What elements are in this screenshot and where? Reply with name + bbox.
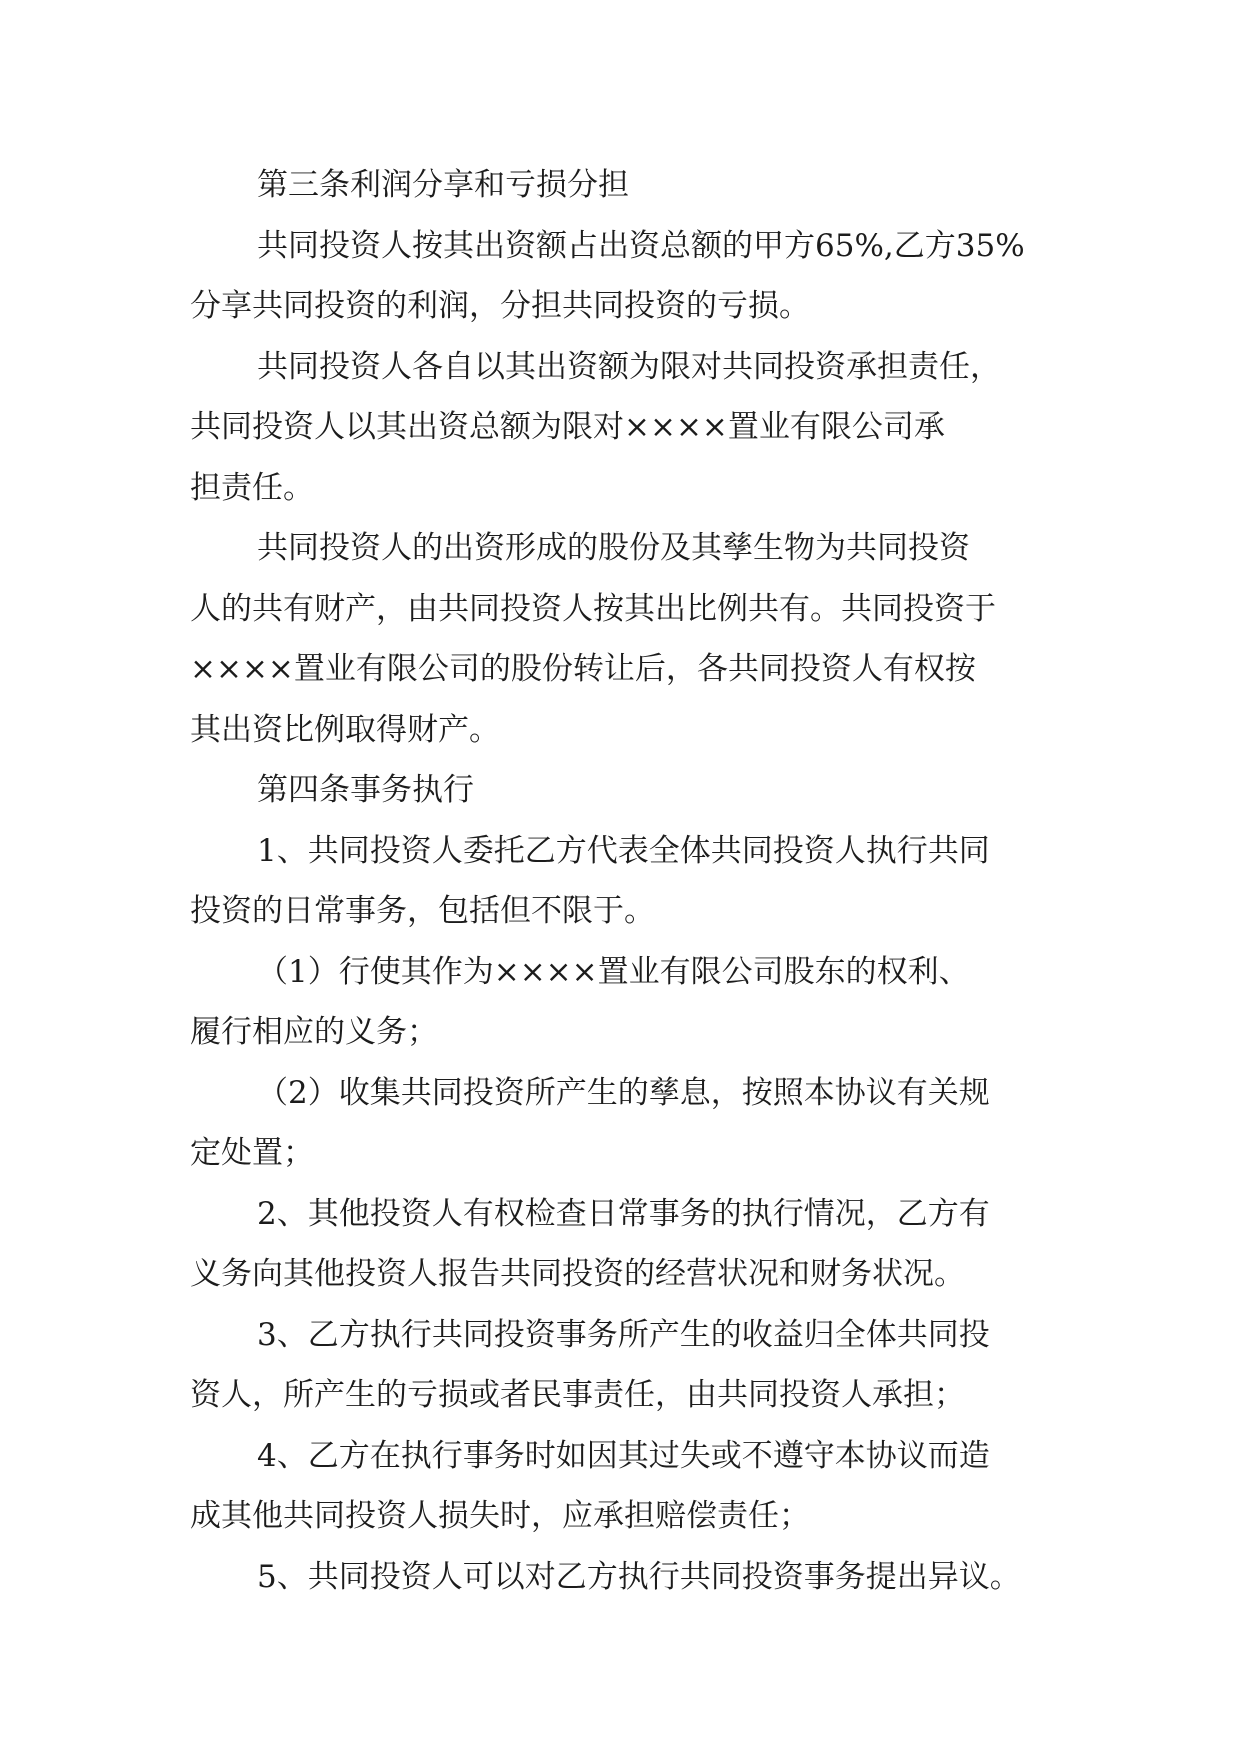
paragraph-line: （1）行使其作为××××置业有限公司股东的权利、: [257, 954, 970, 990]
paragraph-line: 共同投资人的出资形成的股份及其孳生物为共同投资: [257, 530, 970, 566]
paragraph-line: 1、共同投资人委托乙方代表全体共同投资人执行共同: [257, 833, 990, 869]
paragraph-line: 人的共有财产，由共同投资人按其出比例共有。共同投资于: [190, 591, 996, 627]
heading-article-4: 第四条事务执行: [257, 772, 474, 808]
paragraph-line: 5、共同投资人可以对乙方执行共同投资事务提出异议。: [257, 1559, 1021, 1595]
paragraph-line: （2）收集共同投资所产生的孳息，按照本协议有关规: [257, 1075, 990, 1111]
paragraph-line: 履行相应的义务；: [190, 1014, 438, 1050]
paragraph-line: 资人，所产生的亏损或者民事责任，由共同投资人承担；: [190, 1377, 965, 1413]
paragraph-line: 2、其他投资人有权检查日常事务的执行情况，乙方有: [257, 1196, 990, 1232]
paragraph-line: 其出资比例取得财产。: [190, 712, 500, 748]
paragraph-line: 共同投资人按其出资额占出资总额的甲方65%,乙方35%: [257, 228, 1025, 264]
heading-article-3: 第三条利润分享和亏损分担: [257, 167, 629, 203]
paragraph-line: 义务向其他投资人报告共同投资的经营状况和财务状况。: [190, 1256, 965, 1292]
paragraph-line: 定处置；: [190, 1135, 314, 1171]
paragraph-line: 4、乙方在执行事务时如因其过失或不遵守本协议而造: [257, 1438, 990, 1474]
paragraph-line: 成其他共同投资人损失时，应承担赔偿责任；: [190, 1498, 810, 1534]
paragraph-line: 3、乙方执行共同投资事务所产生的收益归全体共同投: [257, 1317, 990, 1353]
paragraph-line: 分享共同投资的利润，分担共同投资的亏损。: [190, 288, 810, 324]
paragraph-line: 共同投资人以其出资总额为限对××××置业有限公司承: [190, 409, 945, 445]
paragraph-line: 投资的日常事务，包括但不限于。: [190, 893, 655, 929]
paragraph-line: ××××置业有限公司的股份转让后，各共同投资人有权按: [190, 651, 976, 687]
paragraph-line: 共同投资人各自以其出资额为限对共同投资承担责任，: [257, 349, 1001, 385]
paragraph-line: 担责任。: [190, 470, 314, 506]
